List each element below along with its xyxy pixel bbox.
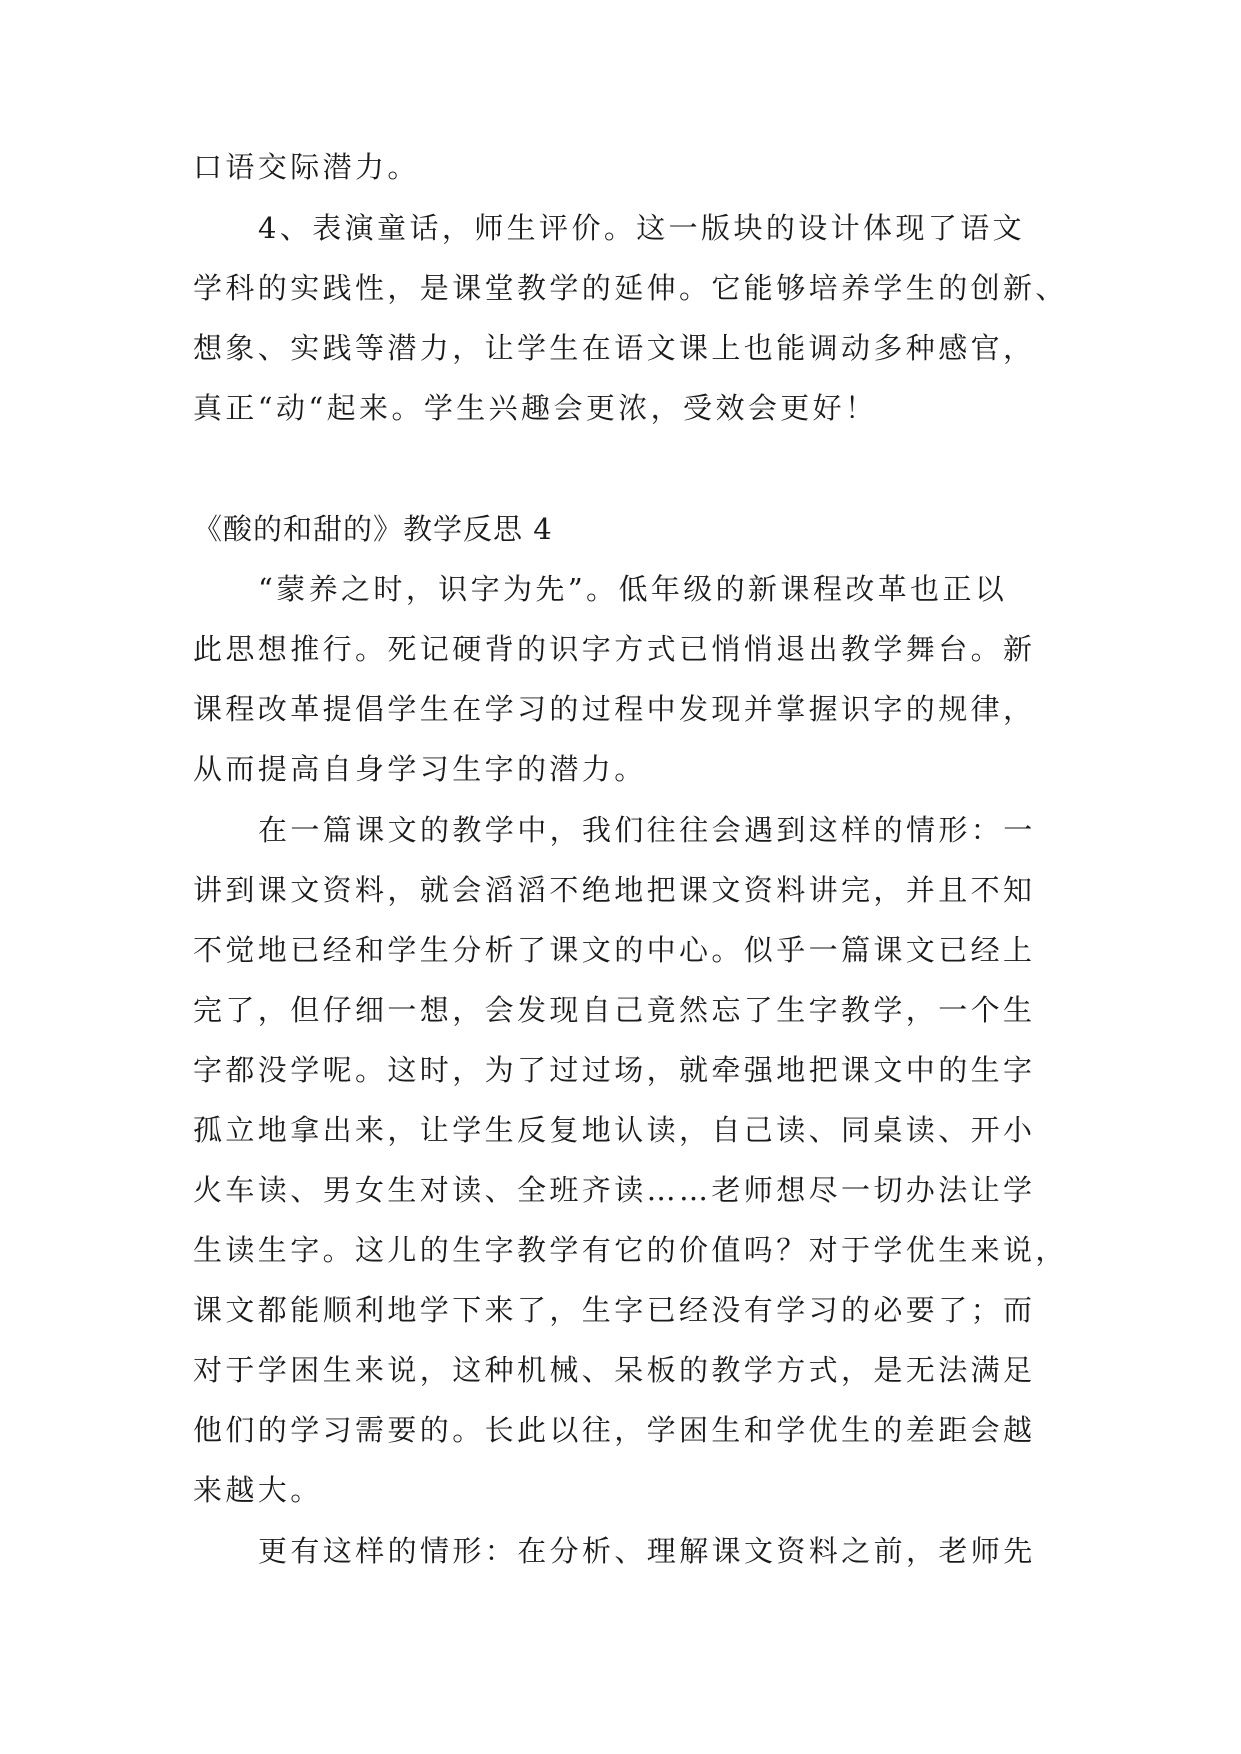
paragraph-line: 生读生字。这儿的生字教学有它的价值吗？对于学优生来说， [193, 1233, 1068, 1267]
paragraph-line: 学科的实践性，是课堂教学的延伸。它能够培养学生的创新、 [193, 271, 1068, 305]
paragraph-line: 他们的学习需要的。长此以往，学困生和学优生的差距会越 [193, 1413, 1036, 1447]
paragraph-line: 更有这样的情形：在分析、理解课文资料之前，老师先 [258, 1534, 1036, 1568]
paragraph-line: “蒙养之时，识字为先”。低年级的新课程改革也正以 [258, 572, 1008, 606]
paragraph-line: 想象、实践等潜力，让学生在语文课上也能调动多种感官， [193, 331, 1036, 365]
paragraph-line: 口语交际潜力。 [193, 150, 420, 184]
paragraph-line: 从而提高自身学习生字的潜力。 [193, 752, 647, 786]
paragraph-line: 此思想推行。死记硬背的识字方式已悄悄退出教学舞台。新 [193, 632, 1036, 666]
paragraph-line: 在一篇课文的教学中，我们往往会遇到这样的情形：一 [258, 813, 1036, 847]
paragraph-line: 字都没学呢。这时，为了过过场，就牵强地把课文中的生字 [193, 1053, 1036, 1087]
paragraph-line: 课文都能顺利地学下来了，生字已经没有学习的必要了；而 [193, 1293, 1036, 1327]
paragraph-line: 讲到课文资料，就会滔滔不绝地把课文资料讲完，并且不知 [193, 873, 1036, 907]
paragraph-line: 不觉地已经和学生分析了课文的中心。似乎一篇课文已经上 [193, 933, 1036, 967]
paragraph-line: 课程改革提倡学生在学习的过程中发现并掌握识字的规律， [193, 692, 1036, 726]
paragraph-line: 真正“动“起来。学生兴趣会更浓，受效会更好！ [193, 391, 878, 425]
paragraph-line: 4、表演童话，师生评价。这一版块的设计体现了语文 [258, 211, 1026, 245]
paragraph-line: 完了，但仔细一想，会发现自己竟然忘了生字教学，一个生 [193, 993, 1036, 1027]
paragraph-line: 对于学困生来说，这种机械、呆板的教学方式，是无法满足 [193, 1353, 1036, 1387]
paragraph-line: 来越大。 [193, 1473, 323, 1507]
paragraph-line: 火车读、男女生对读、全班齐读……老师想尽一切办法让学 [193, 1173, 1036, 1207]
section-heading: 《酸的和甜的》教学反思 4 [193, 512, 553, 546]
paragraph-line: 孤立地拿出来，让学生反复地认读，自己读、同桌读、开小 [193, 1113, 1036, 1147]
